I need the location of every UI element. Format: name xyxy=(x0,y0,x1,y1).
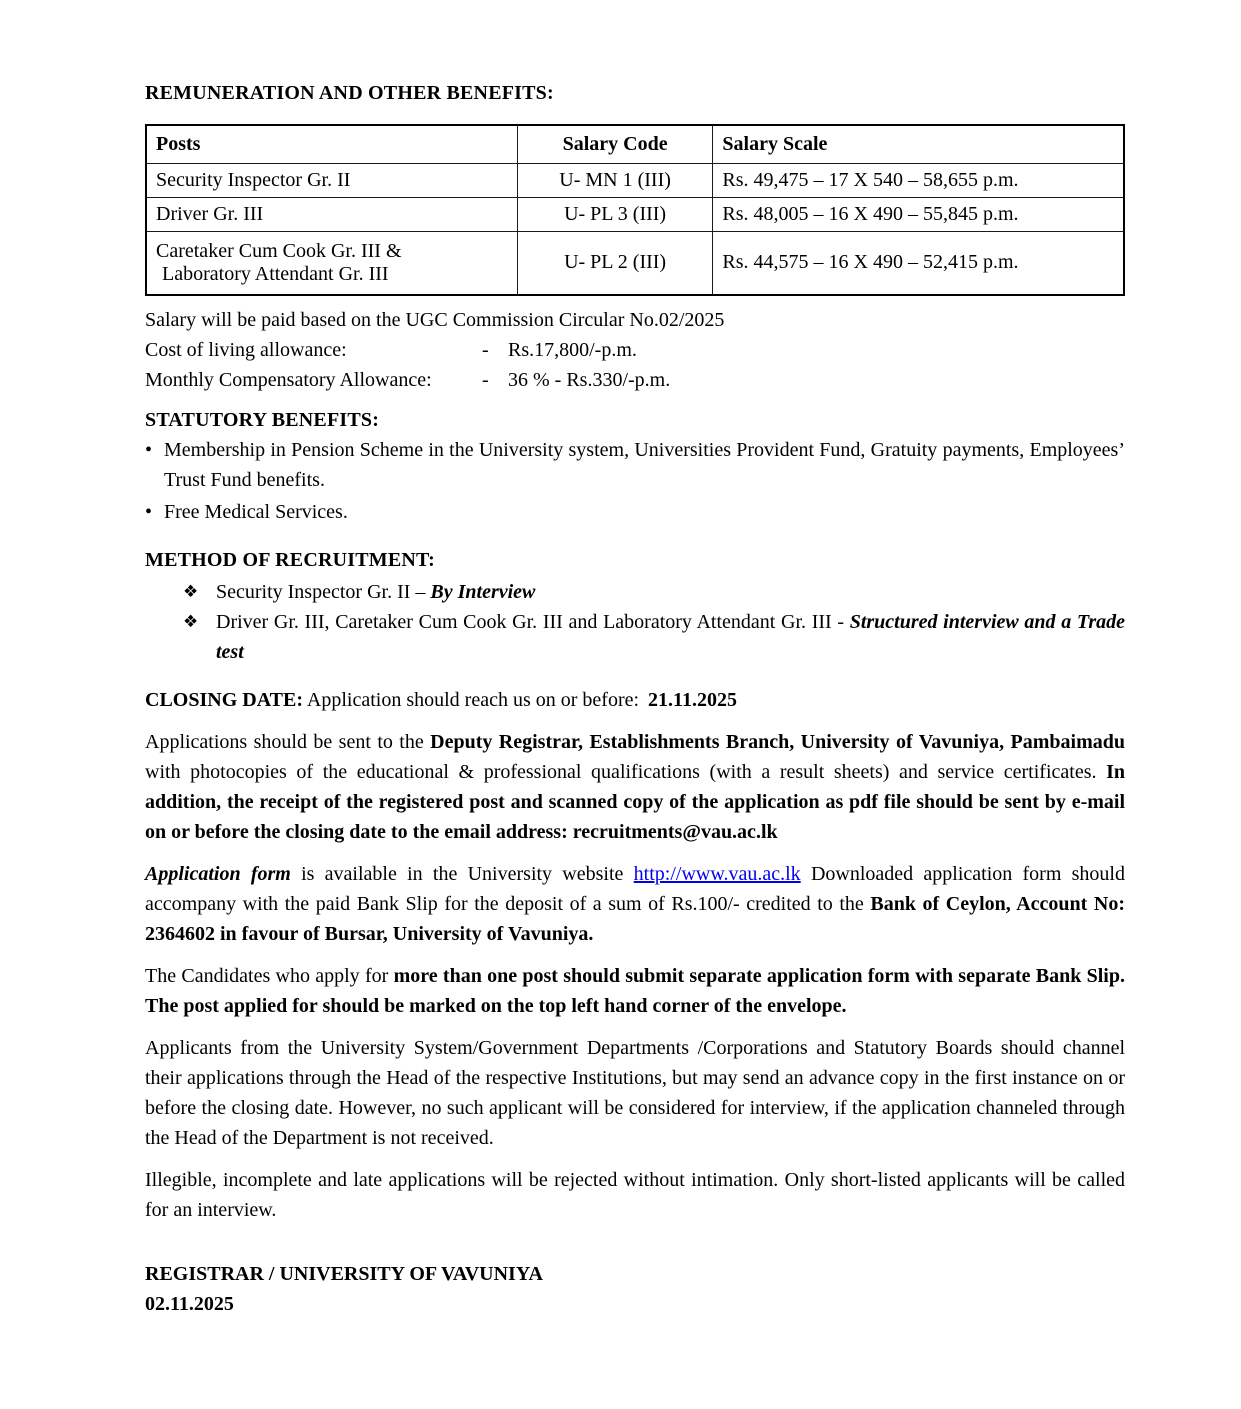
method-heading: METHOD OF RECRUITMENT: xyxy=(145,549,435,571)
allowance-label: Monthly Compensatory Allowance: xyxy=(145,369,432,391)
paragraph-application-form xyxy=(145,859,1125,949)
method-item-emphasis: Structured interview and a Trade test xyxy=(216,611,1126,663)
bullet-icon: • xyxy=(145,439,153,461)
paragraph-bold-text: Deputy Registrar, Establishments Branch, University of Vavuniya, Pambaimadu xyxy=(430,731,1125,753)
paragraph-text: Applications should be sent to the xyxy=(145,731,431,753)
allowance-dash: - xyxy=(482,369,489,391)
method-item-emphasis: By Interview xyxy=(430,581,536,603)
statutory-item-text: Membership in Pension Scheme in the University system, Universities Provident Fund, Gratuity payments, Employees’ Trust Fund benefits. xyxy=(164,439,1125,491)
list-item xyxy=(183,577,1125,607)
salary-scale-cell: Rs. 48,005 – 16 X 490 – 55,845 p.m. xyxy=(713,197,1124,231)
salary-scale-cell: Rs. 49,475 – 17 X 540 – 58,655 p.m. xyxy=(713,163,1124,197)
paragraph-bold-text: Bank of Ceylon, Account No: 2364602 in favour of Bursar, University of Vavuniya. xyxy=(145,893,1125,945)
salary-note: Salary will be paid based on the UGC Commission Circular No.02/2025 xyxy=(145,309,725,331)
column-header-salary-scale: Salary Scale xyxy=(713,125,1124,163)
paragraph-bold-text: more than one post should submit separate application form with separate Bank Slip. The post applied for should be marked on the top left hand corner of the envelope. xyxy=(145,965,1125,1017)
post-cell xyxy=(146,231,517,295)
cost-of-living-row xyxy=(145,335,1125,365)
statutory-item-text: Free Medical Services. xyxy=(164,501,348,523)
column-header-salary-code: Salary Code xyxy=(517,125,713,163)
list-item xyxy=(145,497,1125,527)
post-line-2: Laboratory Attendant Gr. III xyxy=(162,262,389,285)
paragraph-illegible-applications: Illegible, incomplete and late applications will be rejected without intimation. Only short-listed applicants will be called for an interview. xyxy=(145,1169,1125,1221)
post-cell: Driver Gr. III xyxy=(146,197,517,231)
method-item-prefix: Driver Gr. III, Caretaker Cum Cook Gr. III and Laboratory Attendant Gr. III - xyxy=(216,611,850,633)
allowance-value: Rs.17,800/-p.m. xyxy=(508,339,637,361)
statutory-heading: STATUTORY BENEFITS: xyxy=(145,409,380,431)
bullet-icon: • xyxy=(145,501,153,523)
paragraph-bold-text: In addition, the receipt of the registered post and scanned copy of the application as pdf file should be sent by e-mail on or before the closing date to the email address: recruitments@vau.ac.lk xyxy=(145,761,1125,843)
remuneration-heading: REMUNERATION AND OTHER BENEFITS: xyxy=(145,82,554,104)
paragraph-multiple-posts xyxy=(145,961,1125,1021)
signature-block xyxy=(145,1259,1125,1319)
list-item xyxy=(183,607,1125,667)
method-item-list xyxy=(183,577,1125,667)
salary-code-cell: U- PL 2 (III) xyxy=(517,231,713,295)
salary-code-cell: U- MN 1 (III) xyxy=(517,163,713,197)
closing-date-line xyxy=(145,685,1125,715)
paragraph-text: with photocopies of the educational & professional qualifications (with a result sheets) and service certificates. xyxy=(145,761,1107,783)
university-website-link[interactable]: http://www.vau.ac.lk xyxy=(633,863,801,885)
paragraph-text: Downloaded application form should accompany with the paid Bank Slip for the deposit of a sum of Rs.100/- credited to the xyxy=(145,863,1125,915)
salary-table xyxy=(145,124,1125,296)
table-row xyxy=(146,197,1124,231)
table-row xyxy=(146,163,1124,197)
registrar-signature: REGISTRAR / UNIVERSITY OF VAVUNIYA xyxy=(145,1263,543,1285)
diamond-bullet-icon: ❖ xyxy=(183,582,199,602)
salary-code-cell: U- PL 3 (III) xyxy=(517,197,713,231)
paragraph-government-applicants: Applicants from the University System/Government Departments /Corporations and Statutory Boards should channel their applications through the Head of the respective Institutions, but may send an advance copy in the first instance on or before the closing date. However, no such applicant will be considered for interview, if the application channeled through the Head of the Department is not received. xyxy=(145,1037,1125,1149)
method-item-text xyxy=(216,607,1125,667)
allowance-value: 36 % - Rs.330/-p.m. xyxy=(508,369,671,391)
paragraph-bold-italic-text: Application form xyxy=(145,863,291,885)
salary-scale-cell: Rs. 44,575 – 16 X 490 – 52,415 p.m. xyxy=(713,231,1124,295)
post-line-1: Caretaker Cum Cook Gr. III & xyxy=(156,239,402,262)
method-item-prefix: Security Inspector Gr. II – xyxy=(216,581,431,603)
paragraph-text: is available in the University website xyxy=(290,863,634,885)
diamond-bullet-icon: ❖ xyxy=(183,612,199,632)
allowance-dash: - xyxy=(482,339,489,361)
table-row xyxy=(146,231,1124,295)
closing-date-text: Application should reach us on or before: xyxy=(306,689,640,711)
paragraph-text: The Candidates who apply for xyxy=(145,965,394,987)
column-header-posts: Posts xyxy=(146,125,517,163)
document-date: 02.11.2025 xyxy=(145,1293,234,1315)
closing-date-value: 21.11.2025 xyxy=(648,689,737,711)
paragraph-send-applications xyxy=(145,727,1125,847)
post-cell: Security Inspector Gr. II xyxy=(146,163,517,197)
allowance-label: Cost of living allowance: xyxy=(145,339,347,361)
salary-table-header-row xyxy=(146,125,1124,163)
monthly-compensatory-row xyxy=(145,365,1125,395)
list-item xyxy=(145,435,1125,495)
method-item-text xyxy=(216,577,1125,607)
closing-date-label: CLOSING DATE: xyxy=(145,689,303,711)
